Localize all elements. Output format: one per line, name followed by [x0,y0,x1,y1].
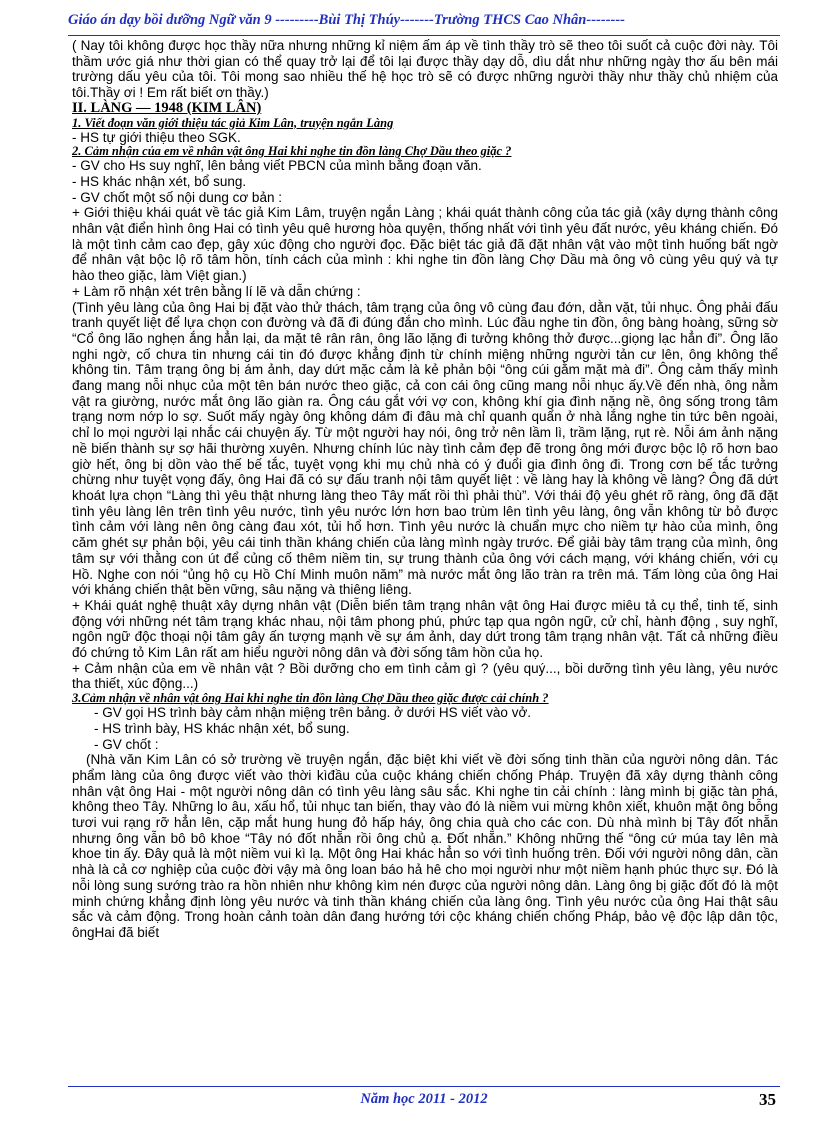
question-1-answer: - HS tự giới thiệu theo SGK. [72,129,241,145]
document-page [68,0,780,1123]
question-3-step: - GV gọi HS trình bày cảm nhận miệng trên bảng. ở dưới HS viết vào vở. [94,705,532,721]
question-2-step: - GV chốt một số nội dung cơ bản : [72,189,282,205]
section-title: II. LÀNG — 1948 (KIM LÂN) [72,99,262,116]
question-3-step: - GV chốt : [94,736,159,752]
author-paragraph: + Giới thiệu khái quát về tác giả Kim Lâm, truyện ngắn Làng ; khái quát thành công của tác giả (xây dựng thành công nhân vật điển hình ông Hai có tình yêu quê hương hòa quyện, thống nhất với tình yêu đất nước, yêu kháng chiến. Đó là một tình cảm cao đẹp, gây xúc động cho người đọc. Đặc biệt tác giả đã đặt nhân vật vào một tình huống bất ngờ để nhân vật bộc lộ rõ tâm hồn, tính cách của mình : khi nghe tin đồn làng Chợ Dầu mà ông vô cùng yêu quý và tự hào theo giặc, làm Việt gian.) [72,205,778,284]
document-body [72,38,778,1078]
footer-school-year: Năm học 2011 - 2012 [360,1091,488,1107]
question-1-title: 1. Viết đoạn văn giới thiệu tác giả Kim Lân, truyện ngắn Làng [72,115,394,130]
question-3-title: 3.Cảm nhận về nhân vật ông Hai khi nghe tin đồn làng Chợ Dầu theo giặc được cải chính ? [72,691,549,706]
question-2-step: - HS khác nhận xét, bổ sung. [72,173,247,189]
intro-paragraph: ( Nay tôi không được học thầy nữa nhưng những kỉ niệm ấm áp về tình thầy trò sẽ theo tôi suốt cả cuộc đời này. Tôi thầm ước giá như thời gian có thể quay trở lại để tôi lại được thầy dạy dỗ, dìu dắt như những ngày thơ ấu bên mái trường dấu yêu của tôi. Tôi mong sao nhiều thế hệ học trò sẽ có được những người thầy như thầy chủ nhiệm của tôi.Thầy ơi ! Em rất biết ơn thầy.) [72,38,778,101]
analysis-paragraph: (Tình yêu làng của ông Hai bị đặt vào thử thách, tâm trạng của ông vô cùng đau đớn, dằn vặt, tủi nhục. Ông phải đấu tranh quyết liệt để lựa chọn con đường và đã đi đúng đắn cho mình. Lúc đầu nghe tin đồn, ông bàng hoàng, sững sờ “Cổ ông lão nghẹn ắng hẳn lại, da mặt tê rân rân, ông lão lặng đi tưởng không thở được...giọng lạc hẳn đi”. Ông lão nghi ngờ, cố chưa tin nhưng cái tin đó được khẳng định từ chính miệng những người tản cư lên, ông không thể không tin. Tâm trạng ông bị ám ảnh, day dứt mặc cảm là kẻ phản bội “ông cúi gằm mặt mà đi”. Ông cảm thấy mình đang mang nỗi nhục của một tên bán nước theo giặc, cả con cái ông cũng mang nỗi nhục ấy.Về đến nhà, ông nằm vật ra giường, nước mắt ông lão giàn ra. Ông cáu gắt với vợ con, không khí gia đình nặng nề, ông sống trong tâm trạng nơm nớp lo sợ. Suốt mấy ngày ông không dám đi đâu mà chỉ quanh quẩn ở nhà lắng nghe tin tức bên ngoài, chỉ lo mọi người lại nhắc cái chuyện ấy. Từ một người hay nói, ông trở nên lầm lì, trầm lặng, rụt rè. Nỗi ám ảnh nặng nề biến thành sự sợ hãi thường xuyên. Nhưng chính lúc này tình cảm đẹp đẽ trong ông mới được bộc lộ rõ hơn bao giờ hết, ông bị dồn vào thế bế tắc, tuyệt vọng khi mụ chủ nhà có ý đuổi gia đình ông đi. Trong cơn bế tắc tưởng chừng như tuyệt vọng đấy, ông Hai đã có sự đấu tranh nội tâm quyết liệt : về làng hay là không về làng? Ông đã dứt khoát lựa chọn “Làng thì yêu thật nhưng làng theo Tây mất rồi thì phải thù”. Với thái độ yêu ghét rõ ràng, ông đã đặt tình yêu làng lên trên tình yêu nước, tình yêu nước lớn hơn bao trùm lên tình yêu làng, ông vẫn không từ bỏ được tình cảm với làng nên ông càng đau xót, tủi hổ hơn. Tình yêu nước là chuẩn mực cho niềm tự hào của mình, ông căm ghét sự phản bội, yêu cái tinh thần kháng chiến của làng mình ngày trước. Để giải bày tâm trạng của mình, ông tâm sự với thằng con út để củng cố thêm niềm tin, sự trung thành của ông với cách mạng, với kháng chiến, với cụ Hồ. Nghe con nói “ủng hộ cụ Hồ Chí Minh muôn năm” mà nước mắt ông lão tràn ra trên má. Tấm lòng của ông Hai với kháng chiến thật bền vững, sâu nặng và thiêng liêng. [72,299,778,598]
footer-divider [68,1086,780,1087]
clarify-paragraph: + Làm rõ nhận xét trên bằng lí lẽ và dẫn chứng : [72,283,361,299]
page-number: 35 [759,1090,776,1109]
page-header: Giáo án dạy bồi dưỡng Ngữ văn 9 ---------Bùi Thị Thúy-------Trường THCS Cao Nhân-------- [68,9,780,36]
art-paragraph: + Khái quát nghệ thuật xây dựng nhân vật (Diễn biến tâm trạng nhân vật ông Hai được miêu tả cụ thể, tinh tế, sinh động với những nét tâm trạng khác nhau, nội tâm phong phú, phức tạp qua ngôn ngữ, cử chỉ, hành động , suy nghĩ, ngôn ngữ độc thoại nội tâm gây ấn tượng mạnh về sự ám ảnh, day dứt trong tâm trạng nhân vật. Tất cả những điều đó chứng tỏ Kim Lân rất am hiểu người nông dân và đời sống tâm hồn của họ. [72,597,778,661]
feel-paragraph: + Cảm nhận của em về nhân vật ? Bồi dưỡng cho em tình cảm gì ? (yêu quý..., bồi dưỡng tình yêu làng, yêu nước tha thiết, xúc động...) [72,660,778,692]
final-paragraph: (Nhà văn Kim Lân có sở trường về truyện ngắn, đặc biệt khi viết về đời sống tinh thần của người nông dân. Tác phẩm làng của ông được viết vào thời kìđầu của cuộc kháng chiến chống Pháp. Truyện đã xây dựng thành công nhân vật ông Hai - một người nông dân có tình yêu làng sâu sắc. Khi nghe tin cải chính : làng mình bị giặc tàn phá, không theo Tây. Những lo âu, xấu hổ, tủi nhục tan biến, thay vào đó là niềm vui mừng khôn xiết, khuôn mặt ông bỗng tươi vui rạng rỡ hẳn lên, cặp mắt hung hung đỏ hấp háy, ông chia quà cho các con. Dù nhà mình bị Tây đốt nhẵn nhưng ông vẫn bô bô khoe “Tây nó đốt nhẵn rồi ông chủ ạ. Đốt nhẵn.” Không những thế “ông cứ múa tay lên mà khoe tin ấy. Đây quả là một niềm vui kì lạ. Một ông Hai khác hẳn so với tình huống trên. Đối với người nông dân, cần nhà là cả cơ nghiệp của cuộc đời vậy mà ông loan báo hả hê cho mọi người như một niềm hạnh phúc thực sự. Đó là nỗi lòng sung sướng trào ra hồn nhiên như không kìm nén được của người nông dân. Làng ông bị giặc đốt đó là một minh chứng khẳng định lòng yêu nước và tinh thần kháng chiến của làng ông. Tình yêu nước của ông Hai thật sâu sắc và cảm động. Trong hoàn cảnh toàn dân đang hướng tới cộc kháng chiến chống Pháp, bảo vệ độc lập dân tộc, ôngHai đã biết [72,752,778,940]
question-3-step: - HS trình bày, HS khác nhận xét, bổ sung. [94,720,350,736]
question-2-step: - GV cho Hs suy nghĩ, lên bảng viết PBCN của mình bằng đoạn văn. [72,158,482,174]
question-2-title: 2. Cảm nhận của em về nhân vật ông Hai khi nghe tin đồn làng Chợ Dầu theo giặc ? [72,144,512,159]
